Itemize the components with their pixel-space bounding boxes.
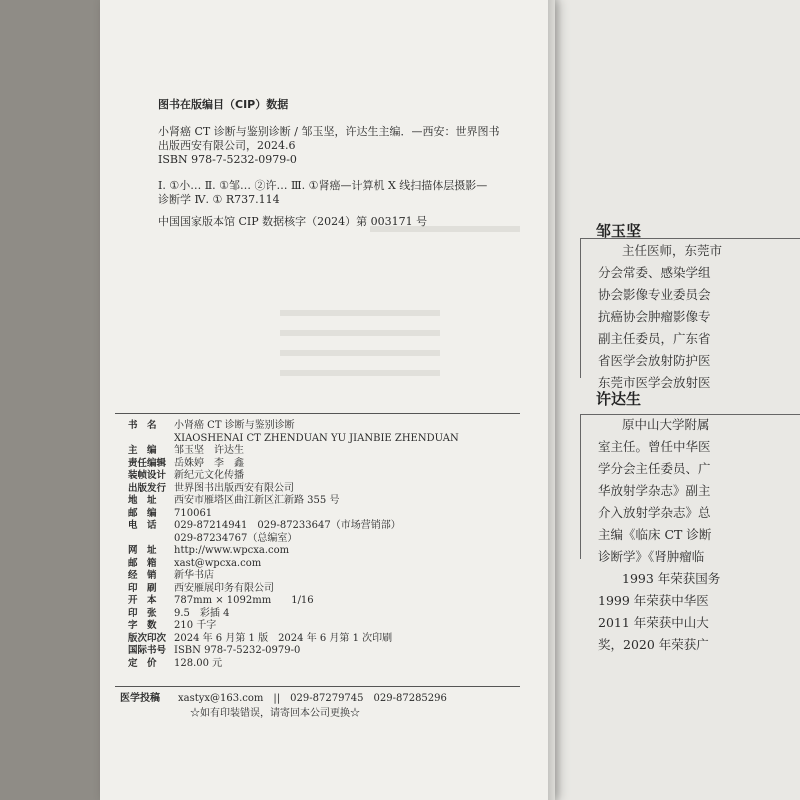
cip-line-4: Ⅰ. ①小… Ⅱ. ①邹… ②许… Ⅲ. ①肾癌—计算机 X 线扫描体层摄影— [158,179,488,192]
author2-bio-line: 主编《临床 CT 诊断 [598,527,712,542]
author1-bio-line: 协会影像专业委员会 [598,287,711,302]
colophon-value: 邹玉坚 许达生 [174,445,244,456]
colophon-row [128,507,212,520]
colophon-row [128,532,297,545]
colophon-value: 岳姝婷 李 鑫 [174,457,244,469]
cip-heading: 图书在版编目（CIP）数据 [158,98,289,111]
colophon-row [128,494,339,507]
colophon-row [128,582,274,595]
colophon-label: 书 名 [128,420,157,431]
author1-bio-line: 抗癌协会肿瘤影像专 [598,309,711,324]
colophon-label: 邮 编 [128,507,157,519]
colophon-row [128,657,222,670]
colophon-value: 新华书店 [174,570,214,581]
colophon-label: 经 销 [128,570,157,581]
colophon-value: 710061 [174,507,213,519]
colophon-row [128,482,294,495]
colophon-value: 128.00 元 [174,657,223,669]
cip-line-2: 出版西安有限公司，2024.6 [158,139,296,152]
colophon-row [128,432,459,445]
author2-name: 许达生 [596,390,642,408]
left-page [100,0,555,800]
colophon-row [128,419,295,432]
colophon-label: 国际书号 [128,645,167,656]
show-through-block [280,310,440,380]
colophon-row [128,594,314,607]
colophon-label: 邮 箱 [128,557,157,569]
colophon-row [128,644,300,657]
author2-bio-line: 室主任。曾任中华医 [598,439,711,454]
author1-bio-line: 主任医师，东莞市 [622,243,723,258]
colophon-label: 印 张 [128,607,157,619]
colophon-row [128,469,244,482]
book-gutter-shadow [548,0,562,800]
author2-bio-line: 1993 年荣获国务 [622,571,721,586]
colophon-value: 西安雁展印务有限公司 [174,582,274,594]
colophon-label: 开 本 [128,595,157,606]
colophon-value: 2024 年 6 月第 1 版 2024 年 6 月第 1 次印刷 [174,632,393,644]
colophon-value: http://www.wpcxa.com [174,545,290,556]
author1-name: 邹玉坚 [596,222,642,240]
colophon-value: XIAOSHENAI CT ZHENDUAN YU JIANBIE ZHENDUAN [174,432,459,444]
author1-bio-line: 省医学会放射防护医 [598,353,711,368]
colophon-label: 装帧设计 [128,470,167,481]
colophon-row [128,544,289,557]
colophon-bottom-rule [115,686,520,687]
right-page [540,0,800,800]
colophon-label: 责任编辑 [128,457,167,469]
colophon-row [128,557,261,570]
author2-bio-line: 华放射学杂志》副主 [598,483,711,498]
colophon-value: 世界图书出版西安有限公司 [174,482,294,494]
cip-line-3: ISBN 978-7-5232-0979-0 [158,153,297,166]
colophon-value: 9.5 彩插 4 [174,607,230,619]
submission-label: 医学投稿 [120,693,160,704]
colophon-row [128,457,244,470]
author2-bio-line: 介入放射学杂志》总 [598,505,711,520]
author2-bio-line: 原中山大学附属 [622,417,710,432]
author2-bio-line: 1999 年荣获中华医 [598,593,709,608]
colophon-value: 小肾癌 CT 诊断与鉴别诊断 [174,420,295,431]
cip-lines [158,125,499,229]
colophon-value: 新纪元文化传播 [174,470,244,481]
colophon-label: 主 编 [128,445,157,456]
author2-bio-line: 奖，2020 年荣获广 [598,637,709,652]
colophon-label: 版次印次 [128,632,167,644]
author1-bio-line: 东莞市医学会放射医 [598,375,711,390]
author1-bio-line: 副主任委员，广东省 [598,331,711,346]
colophon-value: 210 千字 [174,620,217,631]
colophon-label: 电 话 [128,520,157,531]
colophon-row [128,444,244,457]
print-error-notice: ☆如有印装错误，请寄回本公司更换☆ [190,708,360,719]
author2-bio-line: 2011 年荣获中山大 [598,615,709,630]
colophon-value: 029-87234767（总编室） [174,532,298,544]
colophon-top-rule [115,413,520,414]
cip-line-5: 诊断学 Ⅳ. ① R737.114 [158,193,280,206]
colophon-row [128,569,214,582]
colophon-value: 西安市雁塔区曲江新区汇新路 355 号 [174,495,340,506]
colophon-label: 定 价 [128,657,157,669]
colophon-row [128,519,401,532]
colophon-value: ISBN 978-7-5232-0979-0 [174,645,301,656]
colophon-value: xast@wpcxa.com [174,557,262,569]
colophon-label: 地 址 [128,495,157,506]
author2-bio-line: 学分会主任委员、广 [598,461,711,476]
colophon-value: 029-87214941 029-87233647（市场营销部） [174,520,401,531]
colophon-label: 印 刷 [128,582,157,594]
author1-bio-line: 分会常委、感染学组 [598,265,711,280]
cip-line-1: 小肾癌 CT 诊断与鉴别诊断 / 邹玉坚，许达生主编．—西安：世界图书 [158,125,500,138]
colophon-row [128,607,229,620]
author2-bio-line: 诊断学》《肾肿瘤临 [598,549,705,564]
colophon-label: 出版发行 [128,482,167,494]
colophon-value: 787mm × 1092mm 1/16 [174,595,314,606]
colophon-row [128,632,392,645]
colophon-row [128,619,216,632]
colophon-label: 网 址 [128,545,157,556]
submission-contact: xastyx@163.com || 029-87279745 029-87285296 [178,693,447,704]
colophon-label: 字 数 [128,620,157,631]
cip-line-6: 中国国家版本馆 CIP 数据核字（2024）第 003171 号 [158,215,428,228]
